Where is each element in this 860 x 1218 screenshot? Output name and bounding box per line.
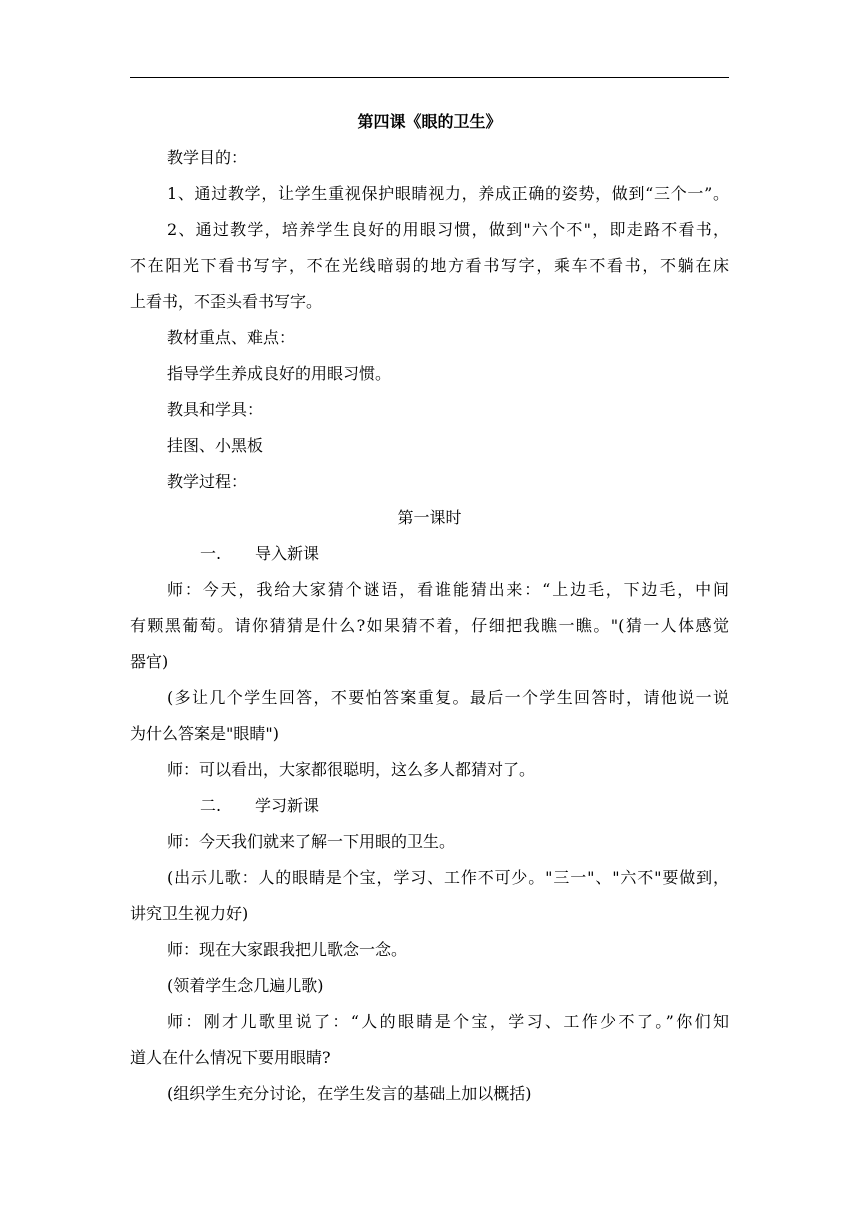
rhyme-line-2: 讲究卫生视力好) bbox=[130, 904, 249, 923]
recite-note: (领着学生念几遍儿歌) bbox=[167, 976, 324, 995]
step-1-number: 一. bbox=[200, 544, 222, 563]
step-1-title: 导入新课 bbox=[255, 544, 320, 563]
note-line-2: 为什么答案是"眼睛") bbox=[130, 724, 279, 743]
objective-2-line-3: 上看书，不歪头看书写字。 bbox=[130, 292, 323, 311]
period-heading: 第一课时 bbox=[397, 508, 462, 527]
question-line-1: 师：刚才儿歌里说了：“人的眼睛是个宝，学习、工作少不了。”你们知 bbox=[167, 1012, 729, 1031]
rhyme-line-1: (出示儿歌：人的眼睛是个宝，学习、工作不可少。"三一"、"六不"要做到， bbox=[167, 868, 729, 887]
step-1-heading bbox=[130, 536, 729, 572]
section-heading-key-points: 教材重点、难点： bbox=[167, 328, 296, 347]
question-line-2: 道人在什么情况下要用眼睛? bbox=[130, 1048, 331, 1067]
teacher-remark: 师：可以看出，大家都很聪明，这么多人都猜对了。 bbox=[167, 760, 536, 779]
discussion-note: (组织学生充分讨论，在学生发言的基础上加以概括) bbox=[167, 1084, 532, 1103]
step-2-number: 二. bbox=[200, 796, 222, 815]
step-2-heading bbox=[130, 788, 729, 824]
document-body bbox=[130, 104, 729, 1112]
section-heading-objectives: 教学目的： bbox=[167, 148, 248, 167]
objective-2-line-2: 不在阳光下看书写字，不在光线暗弱的地方看书写字，乘车不看书，不躺在床 bbox=[130, 256, 729, 275]
section-heading-process: 教学过程： bbox=[167, 472, 248, 491]
objective-1: 1、通过教学，让学生重视保护眼睛视力，养成正确的姿势，做到“三个一”。 bbox=[167, 184, 729, 203]
header-rule bbox=[130, 77, 729, 78]
note-line-1: (多让几个学生回答，不要怕答案重复。最后一个学生回答时，请他说一说 bbox=[167, 688, 729, 707]
riddle-line-3: 器官) bbox=[130, 652, 169, 671]
lesson-title: 第四课《眼的卫生》 bbox=[357, 112, 502, 131]
step-2-title: 学习新课 bbox=[255, 796, 320, 815]
objective-2-line-1: 2、通过教学，培养学生良好的用眼习惯，做到"六个不"，即走路不看书， bbox=[167, 220, 729, 239]
key-points-text: 指导学生养成良好的用眼习惯。 bbox=[167, 364, 392, 383]
tools-text: 挂图、小黑板 bbox=[167, 436, 264, 455]
teacher-recite: 师：现在大家跟我把儿歌念一念。 bbox=[167, 940, 408, 959]
riddle-line-1: 师：今天，我给大家猜个谜语，看谁能猜出来：“上边毛，下边毛，中间 bbox=[167, 580, 729, 599]
section-heading-tools: 教具和学具： bbox=[167, 400, 264, 419]
riddle-line-2: 有颗黑葡萄。请你猜猜是什么?如果猜不着，仔细把我瞧一瞧。"(猜一人体感觉 bbox=[130, 616, 729, 635]
teacher-intro: 师：今天我们就来了解一下用眼的卫生。 bbox=[167, 832, 456, 851]
